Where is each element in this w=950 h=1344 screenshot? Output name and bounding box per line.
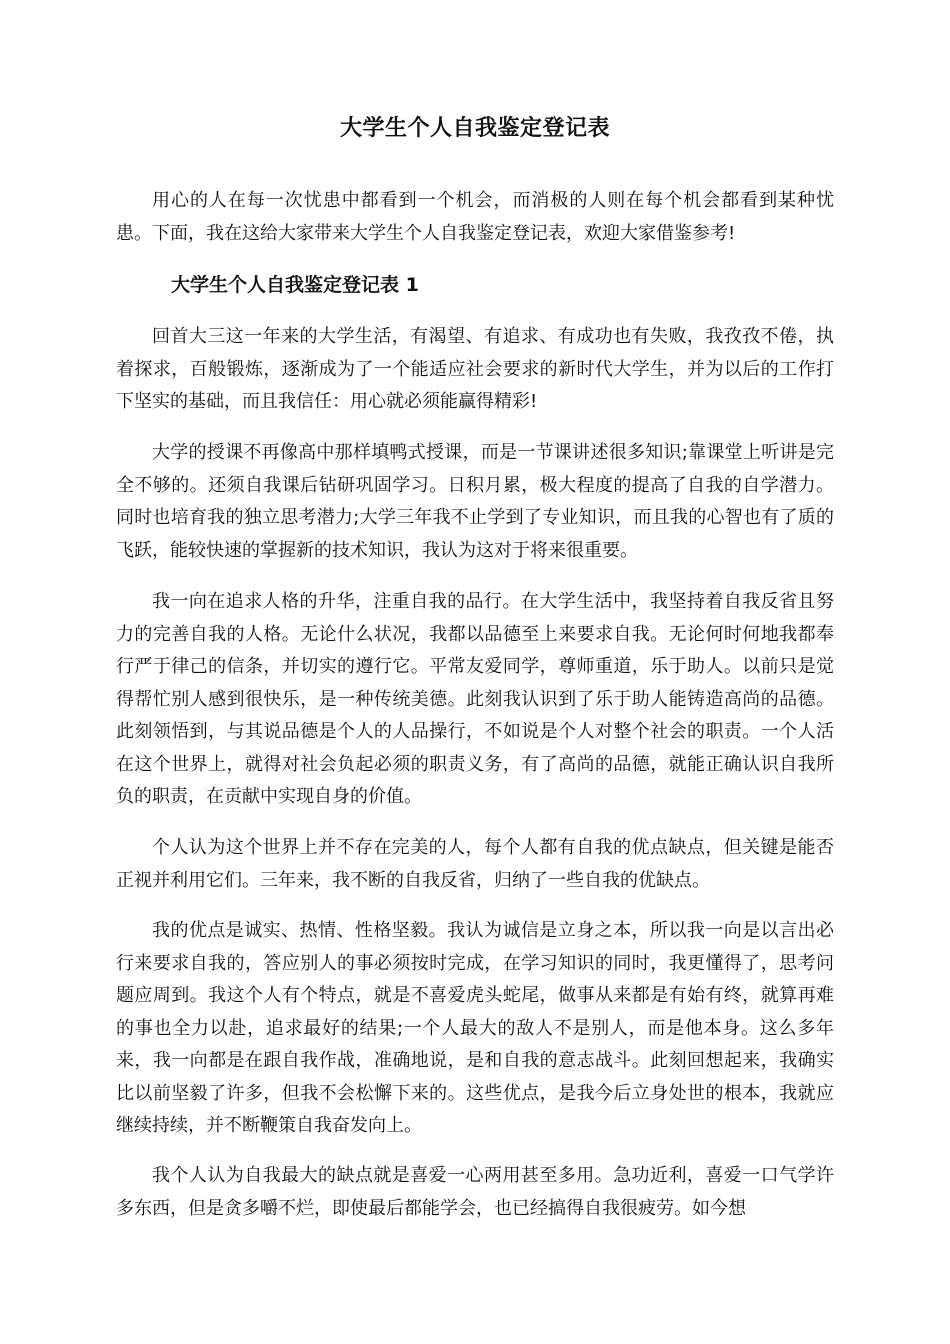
body-paragraph-5: 我的优点是诚实、热情、性格坚毅。我认为诚信是立身之本，所以我一向是以言出必行来要求自我的，答应别人的事必须按时完成，在学习知识的同时，我更懂得了，思考问题应周到。我这个人有个特点，就是不喜爱虎头蛇尾，做事从来都是有始有终，就算再难的事也全力以赴，追求最好的结果;一个人最大的敌人不是别人，而是他本身。这么多年来，我一向都是在跟自我作战，准确地说，是和自我的意志战斗。此刻回想起来，我确实比以前坚毅了许多，但我不会松懈下来的。这些优点，是我今后立身处世的根本，我就应继续持续，并不断鞭策自我奋发向上。 — [116, 920, 834, 1136]
body-paragraph-6: 我个人认为自我最大的缺点就是喜爱一心两用甚至多用。急功近利，喜爱一口气学许多东西，但是贪多嚼不烂，即使最后都能学会，也已经搞得自我很疲劳。如今想 — [116, 1165, 834, 1219]
body-paragraph-1: 回首大三这一年来的大学生活，有渴望、有追求、有成功也有失败，我孜孜不倦，执着探求，百般锻炼，逐渐成为了一个能适应社会要求的新时代大学生，并为以后的工作打下坚实的基础，而且我信任：用心就必须能赢得精彩! — [116, 326, 834, 412]
section-heading: 大学生个人自我鉴定登记表 1 — [171, 274, 419, 296]
body-paragraph-3: 我一向在追求人格的升华，注重自我的品行。在大学生活中，我坚持着自我反省且努力的完善自我的人格。无论什么状况，我都以品德至上来要求自我。无论何时何地我都奉行严于律己的信条，并切实的遵行它。平常友爱同学，尊师重道，乐于助人。以前只是觉得帮忙别人感到很快乐，是一种传统美德。此刻我认识到了乐于助人能铸造高尚的品德。此刻领悟到，与其说品德是个人的人品操行，不如说是个人对整个社会的职责。一个人活在这个世界上，就得对社会负起必须的职责义务，有了高尚的品德，就能正确认识自我所负的职责，在贡献中实现自身的价值。 — [116, 591, 834, 807]
intro-paragraph: 用心的人在每一次忧患中都看到一个机会，而消极的人则在每个机会都看到某种忧患。下面，我在这给大家带来大学生个人自我鉴定登记表，欢迎大家借鉴参考! — [116, 190, 834, 244]
document-title: 大学生个人自我鉴定登记表 — [339, 116, 610, 141]
body-paragraph-4: 个人认为这个世界上并不存在完美的人，每个人都有自我的优点缺点，但关键是能否正视并利用它们。三年来，我不断的自我反省，归纳了一些自我的优缺点。 — [116, 837, 834, 891]
body-paragraph-2: 大学的授课不再像高中那样填鸭式授课，而是一节课讲述很多知识;靠课堂上听讲是完全不够的。还须自我课后钻研巩固学习。日积月累，极大程度的提高了自我的自学潜力。同时也培育我的独立思考潜力;大学三年我不止学到了专业知识，而且我的心智也有了质的飞跃，能较快速的掌握新的技术知识，我认为这对于将来很重要。 — [116, 442, 834, 561]
